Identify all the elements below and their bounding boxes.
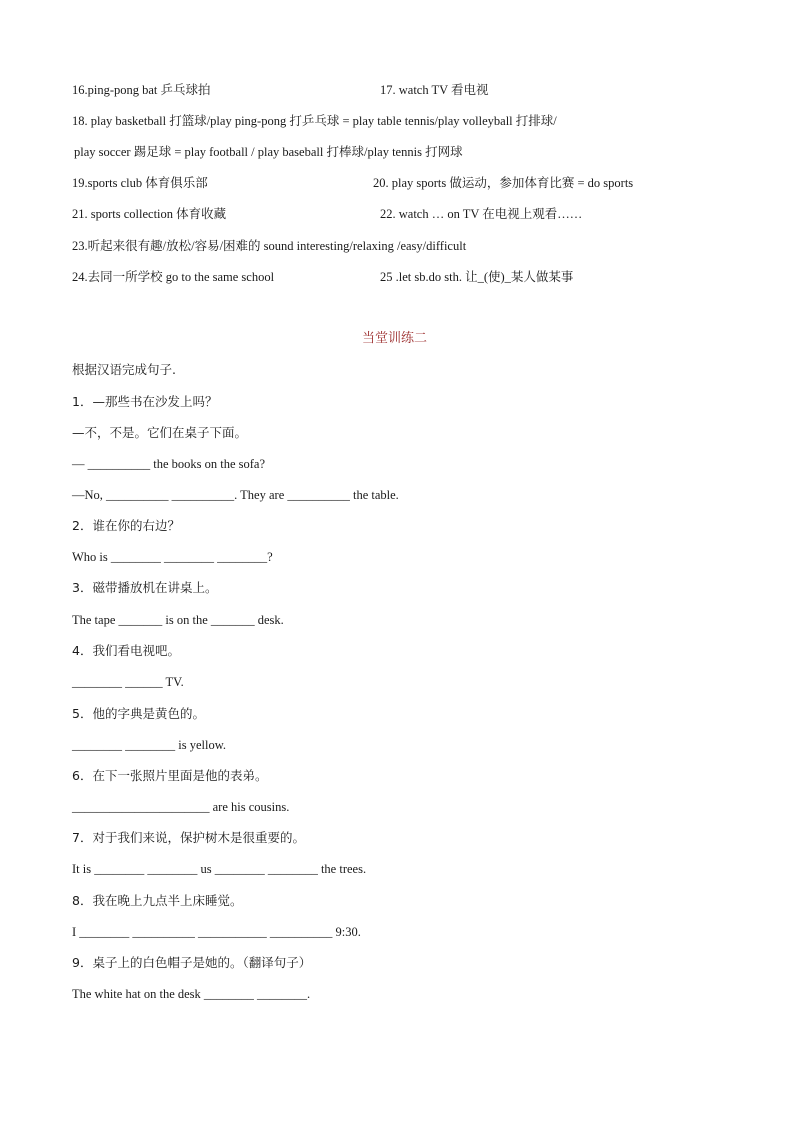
q7-english: It is ________ ________ us ________ ________ the trees. (72, 862, 367, 876)
vocab-16: 16.ping-pong bat 乒乓球拍 (72, 83, 211, 97)
q8-english: I ________ __________ ___________ __________ 9:30. (72, 925, 361, 939)
vocab-21: 21. sports collection 体育收藏 (72, 207, 227, 221)
vocab-24: 24.去同一所学校 go to the same school (72, 270, 275, 284)
q2-chinese: 2．谁在你的右边？ (72, 518, 180, 533)
q3-chinese: 3．磁带播放机在讲桌上。 (72, 580, 218, 595)
vocab-18: 18. play basketball 打篮球/play ping-pong 打乒乓球 = play table tennis/play volleyball 打排球/ (72, 114, 557, 128)
q6-english: ______________________ are his cousins. (72, 800, 290, 814)
vocab-23: 23.听起来很有趣/放松/容易/困难的 sound interesting/relaxing /easy/difficult (72, 239, 467, 253)
q4-chinese: 4．我们看电视吧。 (72, 643, 180, 658)
q1-english-answer: —No, __________ __________. They are __________ the table. (72, 488, 399, 502)
vocab-25: 25 .let sb.do sth. 让_(使)_某人做某事 (380, 270, 574, 284)
q1-english: — __________ the books on the sofa? (72, 457, 266, 471)
vocab-22: 22. watch … on TV 在电视上观看…… (380, 207, 583, 221)
section-title: 当堂训练二 (362, 331, 428, 346)
q3-english: The tape _______ is on the _______ desk. (72, 613, 284, 627)
q5-chinese: 5．他的字典是黄色的。 (72, 706, 205, 721)
q4-english: ________ ______ TV. (72, 675, 184, 689)
section-instruction: 根据汉语完成句子. (72, 362, 176, 377)
q9-chinese: 9．桌子上的白色帽子是她的。（翻译句子） (72, 955, 312, 970)
q6-chinese: 6．在下一张照片里面是他的表弟。 (72, 768, 268, 783)
vocab-20: 20. play sports 做运动，参加体育比赛 = do sports (373, 176, 634, 190)
q9-english: The white hat on the desk ________ ________. (72, 987, 311, 1001)
vocab-19: 19.sports club 体育俱乐部 (72, 176, 208, 190)
q8-chinese: 8．我在晚上九点半上床睡觉。 (72, 893, 243, 908)
q1-chinese-answer: —不，不是。它们在桌子下面。 (72, 425, 248, 440)
q7-chinese: 7．对于我们来说，保护树木是很重要的。 (72, 830, 305, 845)
q1-chinese: 1．—那些书在沙发上吗？ (72, 394, 218, 409)
vocab-17: 17. watch TV 看电视 (380, 83, 489, 97)
vocab-18-cont: play soccer 踢足球 = play football / play baseball 打棒球/play tennis 打网球 (74, 145, 463, 159)
q5-english: ________ ________ is yellow. (72, 738, 227, 752)
q2-english: Who is ________ ________ ________? (72, 550, 273, 564)
